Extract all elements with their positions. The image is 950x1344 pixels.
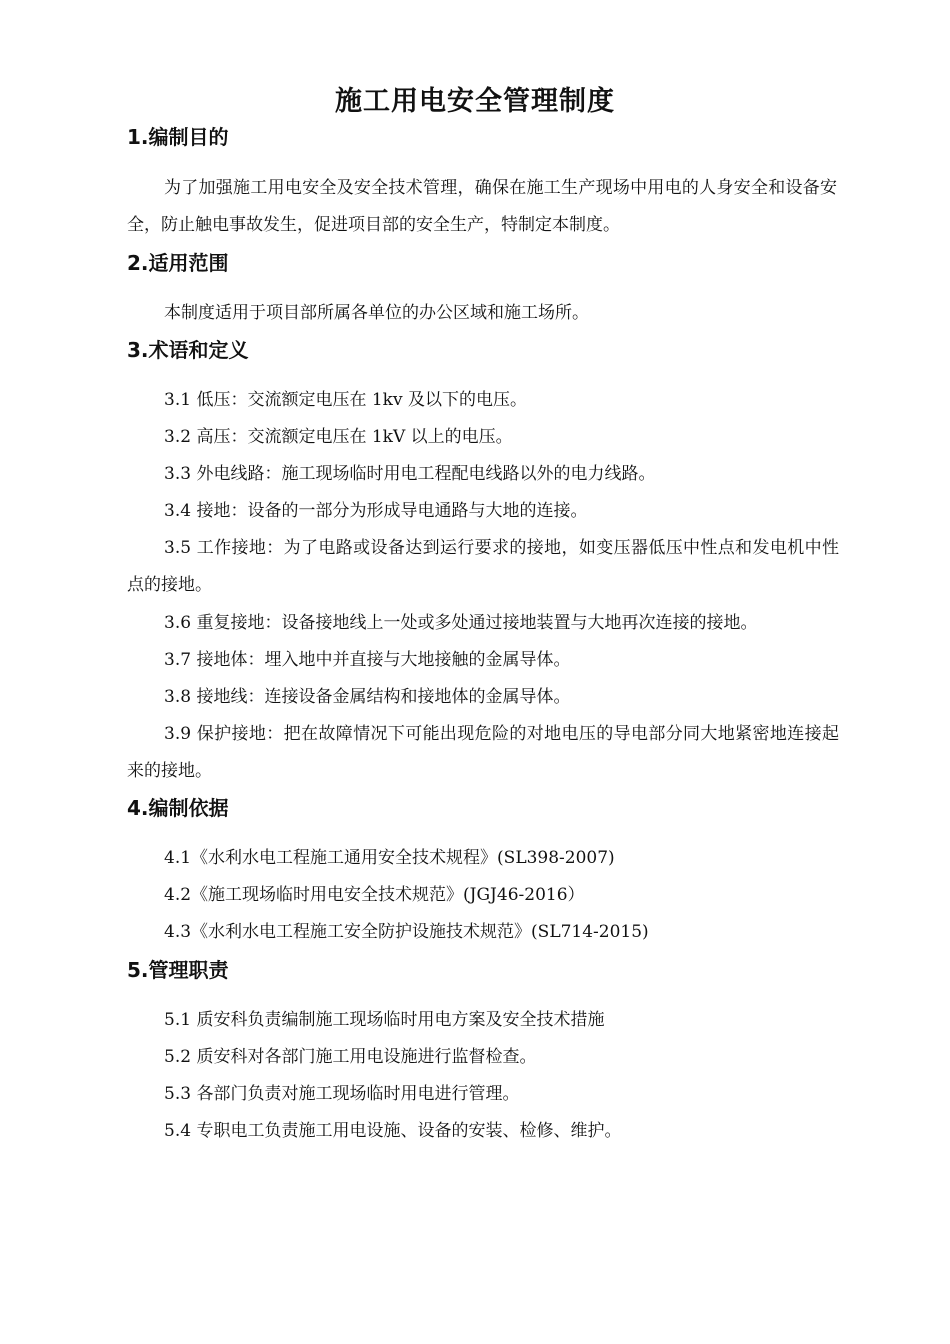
list-item: 3.7 接地体：埋入地中并直接与大地接触的金属导体。 bbox=[164, 650, 571, 670]
section-paragraph-purpose: 为了加强施工用电安全及安全技术管理，确保在施工生产现场中用电的人身安全和设备安全，防止触电事故发生，促进项目部的安全生产，特制定本制度。 bbox=[127, 178, 837, 235]
section-heading-purpose: 1.编制目的 bbox=[127, 125, 229, 149]
list-item: 4.2《施工现场临时用电安全技术规范》(JGJ46-2016） bbox=[164, 885, 585, 905]
section-heading-responsibilities: 5.管理职责 bbox=[127, 958, 229, 982]
list-item: 5.3 各部门负责对施工现场临时用电进行管理。 bbox=[164, 1084, 520, 1104]
list-item: 5.4 专职电工负责施工用电设施、设备的安装、检修、维护。 bbox=[164, 1121, 622, 1141]
list-item: 3.2 高压：交流额定电压在 1kV 以上的电压。 bbox=[164, 427, 513, 447]
list-item: 3.4 接地：设备的一部分为形成导电通路与大地的连接。 bbox=[164, 501, 588, 521]
list-item: 4.1《水利水电工程施工通用安全技术规程》(SL398-2007) bbox=[164, 848, 615, 868]
list-item: 3.6 重复接地：设备接地线上一处或多处通过接地装置与大地再次连接的接地。 bbox=[164, 613, 758, 633]
document-title: 施工用电安全管理制度 bbox=[335, 86, 615, 117]
section-heading-terms: 3.术语和定义 bbox=[127, 338, 249, 362]
list-item: 5.1 质安科负责编制施工现场临时用电方案及安全技术措施 bbox=[164, 1010, 605, 1030]
list-item: 3.5 工作接地：为了电路或设备达到运行要求的接地，如变压器低压中性点和发电机中性点的接地。 bbox=[127, 538, 839, 595]
list-item: 3.3 外电线路：施工现场临时用电工程配电线路以外的电力线路。 bbox=[164, 464, 656, 484]
list-item: 3.1 低压：交流额定电压在 1kv 及以下的电压。 bbox=[164, 390, 527, 410]
list-item: 3.9 保护接地：把在故障情况下可能出现危险的对地电压的导电部分同大地紧密地连接起来的接地。 bbox=[127, 724, 839, 781]
section-paragraph-scope: 本制度适用于项目部所属各单位的办公区域和施工场所。 bbox=[164, 303, 589, 323]
section-heading-scope: 2.适用范围 bbox=[127, 251, 229, 275]
list-item: 5.2 质安科对各部门施工用电设施进行监督检查。 bbox=[164, 1047, 537, 1067]
list-item: 3.8 接地线：连接设备金属结构和接地体的金属导体。 bbox=[164, 687, 571, 707]
section-heading-basis: 4.编制依据 bbox=[127, 796, 229, 820]
list-item: 4.3《水利水电工程施工安全防护设施技术规范》(SL714-2015) bbox=[164, 922, 649, 942]
